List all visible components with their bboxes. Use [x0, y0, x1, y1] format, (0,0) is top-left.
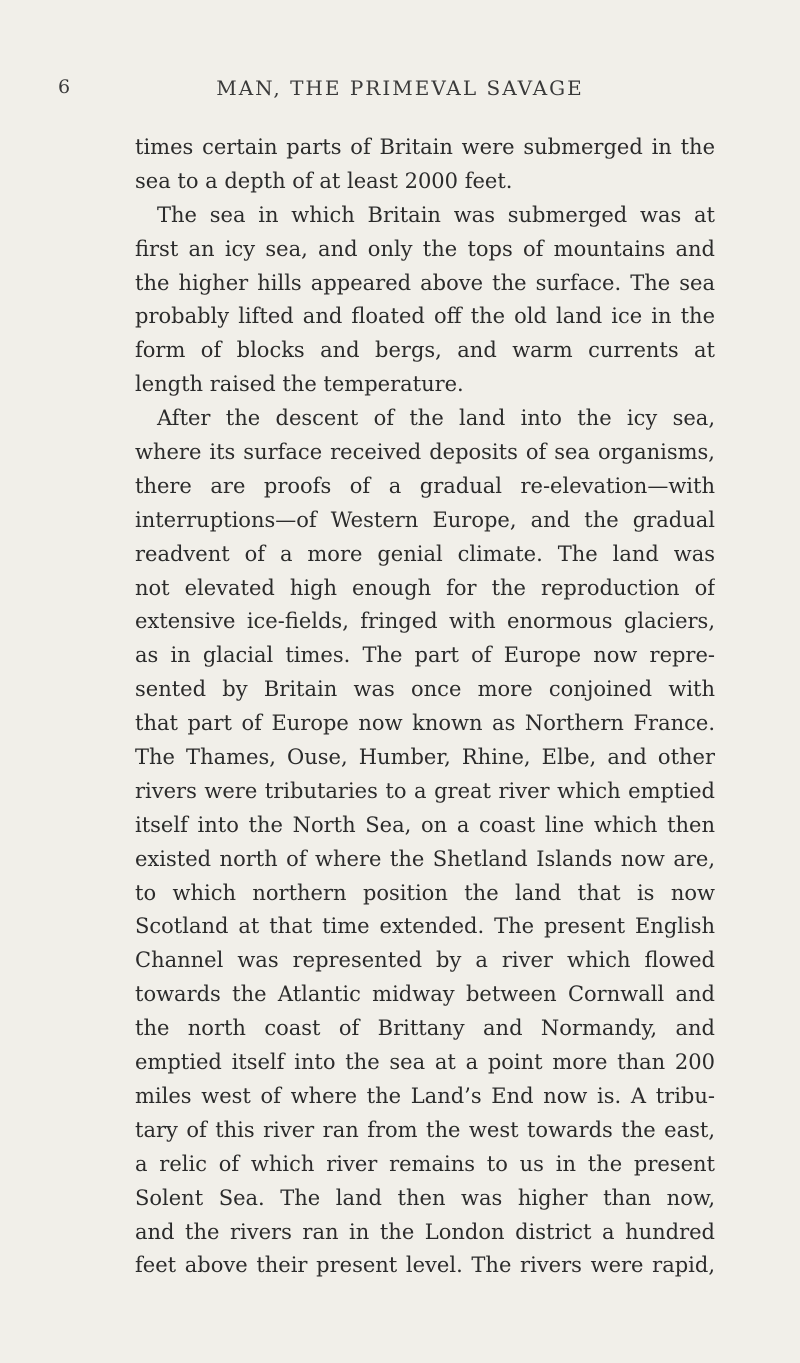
text-line: there are proofs of a gradual re-elevation—with [135, 473, 715, 498]
text-line: rivers were tributaries to a great river which emptied [135, 778, 715, 803]
text-line: the higher hills appeared above the surface. The sea [135, 270, 715, 295]
text-line: itself into the North Sea, on a coast line which then [135, 812, 715, 837]
text-line: first an icy sea, and only the tops of mountains and [135, 236, 715, 261]
text-line: sea to a depth of at least 2000 feet. [135, 168, 513, 193]
text-line: feet above their present level. The rivers were rapid, [135, 1253, 715, 1278]
text-line: that part of Europe now known as Northern France. [135, 711, 715, 736]
text-line: form of blocks and bergs, and warm currents at [135, 338, 715, 363]
text-line: readvent of a more genial climate. The land was [135, 541, 715, 566]
paragraph-start-line: The sea in which Britain was submerged was at [157, 202, 715, 227]
text-line: extensive ice-fields, fringed with enormous glaciers, [135, 609, 715, 634]
running-head: MAN, THE PRIMEVAL SAVAGE [216, 76, 584, 100]
text-line: sented by Britain was once more conjoined with [135, 677, 715, 702]
text-line: as in glacial times. The part of Europe now repre- [135, 643, 715, 668]
page-number: 6 [58, 76, 71, 98]
text-line: and the rivers ran in the London district a hundred [135, 1219, 715, 1244]
body-text [135, 131, 715, 1283]
text-line: not elevated high enough for the reproduction of [135, 575, 715, 600]
paragraph-start-line: After the descent of the land into the icy sea, [157, 406, 715, 431]
text-line: emptied itself into the sea at a point more than 200 [135, 1050, 715, 1075]
text-line: tary of this river ran from the west towards the east, [135, 1117, 715, 1142]
text-line: a relic of which river remains to us in the present [135, 1151, 715, 1176]
text-line: length raised the temperature. [135, 372, 464, 397]
text-line: existed north of where the Shetland Islands now are, [135, 846, 715, 871]
text-line: Scotland at that time extended. The present English [135, 914, 715, 939]
text-line: where its surface received deposits of sea organisms, [135, 440, 715, 465]
text-line: times certain parts of Britain were submerged in the [135, 135, 715, 159]
text-line: interruptions—of Western Europe, and the gradual [135, 507, 715, 532]
text-line: Channel was represented by a river which flowed [135, 948, 715, 973]
text-line: Solent Sea. The land then was higher than now, [135, 1185, 715, 1210]
text-line: The Thames, Ouse, Humber, Rhine, Elbe, and other [135, 745, 715, 770]
text-line: miles west of where the Land’s End now is. A tribu- [135, 1083, 715, 1108]
text-line: towards the Atlantic midway between Cornwall and [135, 982, 715, 1007]
text-line: probably lifted and floated off the old land ice in the [135, 304, 715, 329]
text-line: the north coast of Brittany and Normandy, and [135, 1016, 715, 1041]
text-line: to which northern position the land that is now [135, 880, 715, 905]
